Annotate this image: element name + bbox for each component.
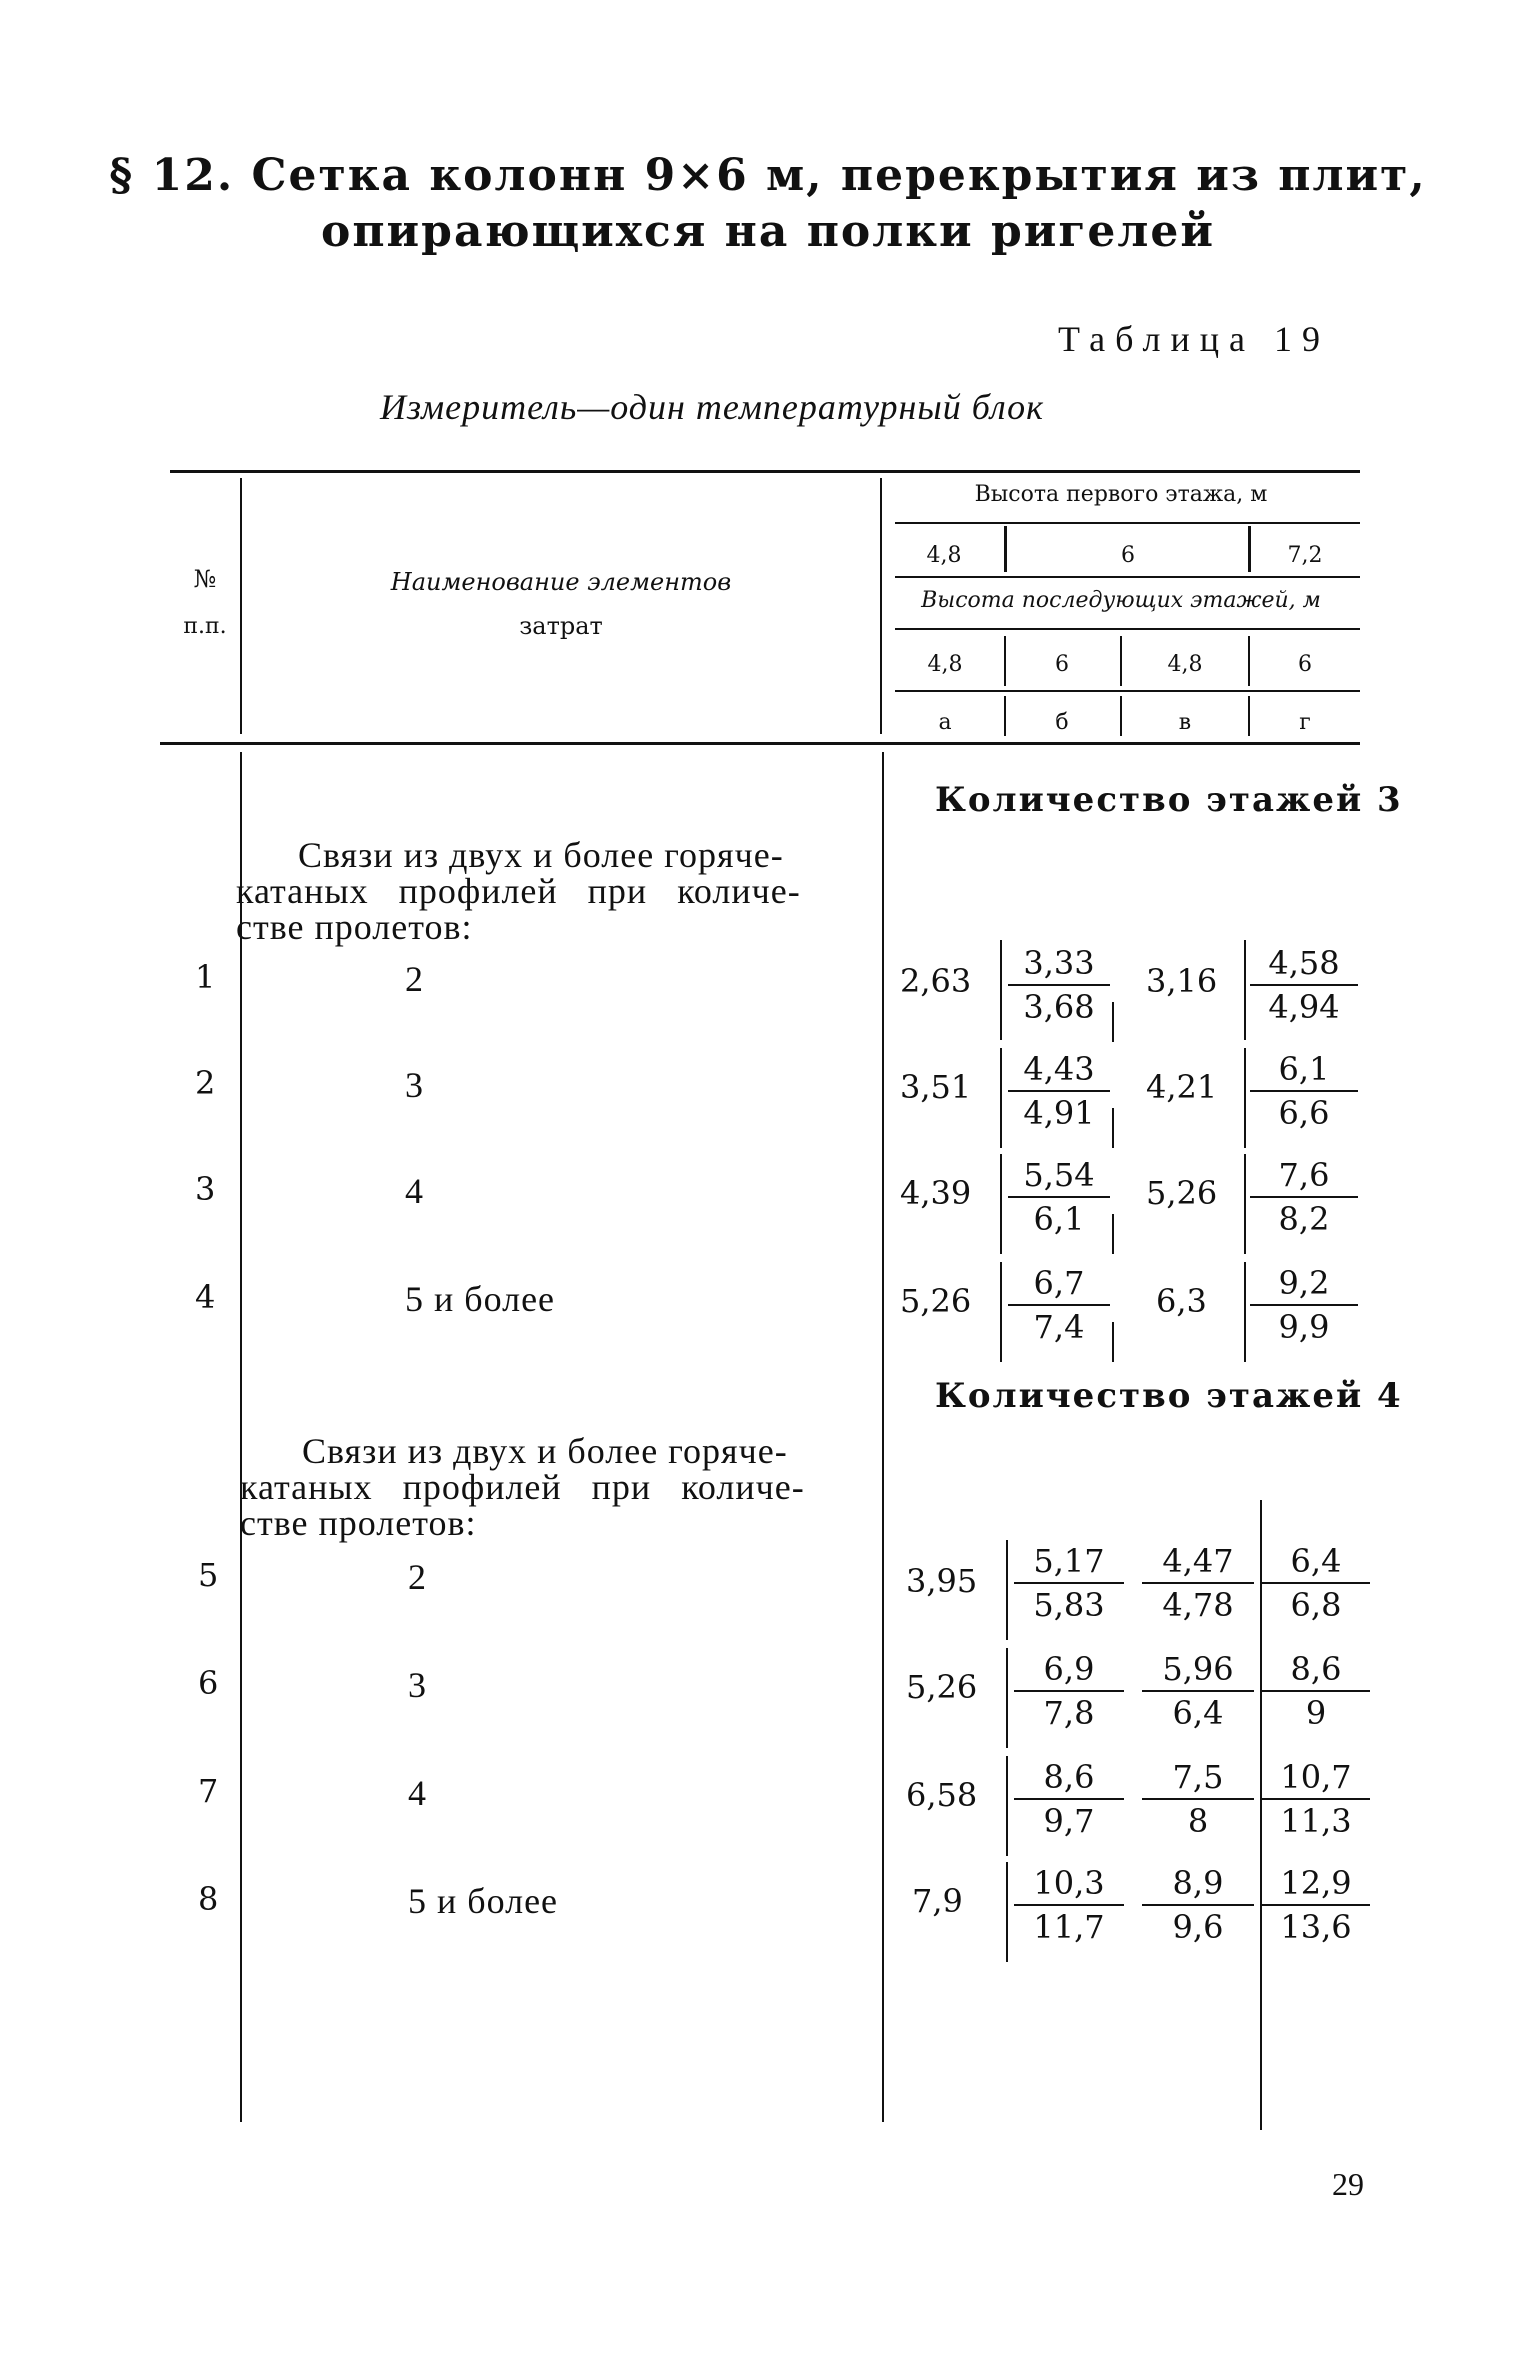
value-bottom: 4,94 (1250, 984, 1358, 1028)
header-rule-1 (895, 522, 1360, 524)
header-next-height-c: 4,8 (1167, 652, 1203, 677)
row-name: 2 (405, 959, 424, 999)
cell-divider (1006, 1862, 1008, 1962)
fraction-d (1250, 1154, 1358, 1240)
value-bottom: 11,3 (1262, 1798, 1370, 1842)
value-top: 6,4 (1290, 1542, 1342, 1580)
cell-divider (1000, 1262, 1002, 1362)
header-divider-no (240, 478, 242, 734)
value-bottom: 9,9 (1250, 1304, 1358, 1348)
value-top: 10,3 (1033, 1864, 1105, 1902)
page-number: 29 (1332, 2166, 1364, 2202)
value-top: 10,7 (1280, 1758, 1352, 1796)
value-bottom: 3,68 (1008, 984, 1110, 1028)
value-c: 5,26 (1146, 1174, 1218, 1212)
fraction-c (1142, 1756, 1254, 1842)
cell-divider (1112, 1322, 1114, 1362)
value-top: 4,47 (1162, 1542, 1234, 1580)
fraction-d (1262, 1756, 1370, 1842)
value-top: 5,54 (1023, 1156, 1095, 1194)
fraction-b (1014, 1540, 1124, 1626)
value-top: 7,5 (1172, 1758, 1224, 1796)
value-bottom: 6,1 (1008, 1196, 1110, 1240)
value-bottom: 9,6 (1142, 1904, 1254, 1948)
fraction-b (1008, 1048, 1110, 1134)
header-name-line2: затрат (519, 612, 603, 640)
row-no: 4 (195, 1278, 216, 1316)
row-name: 5 и более (405, 1279, 556, 1319)
fraction-d (1250, 1048, 1358, 1134)
cell-divider (1112, 1002, 1114, 1042)
value-a: 6,58 (906, 1776, 978, 1814)
value-top: 3,33 (1023, 944, 1095, 982)
fraction-d (1250, 942, 1358, 1028)
value-top: 6,7 (1033, 1264, 1085, 1302)
value-top: 4,58 (1268, 944, 1340, 982)
section1-desc-line3: стве пролетов: (236, 907, 473, 947)
value-top: 9,2 (1278, 1264, 1330, 1302)
header-next-height-d: 6 (1298, 652, 1312, 677)
section1-desc-line1: Связи из двух и более горяче- (298, 835, 784, 875)
value-top: 12,9 (1280, 1864, 1352, 1902)
section-heading-3-floors: Количество этажей 3 (935, 780, 1403, 820)
cell-divider (1244, 940, 1246, 1040)
header-no-label: п.п. (183, 614, 227, 639)
section-heading-4-floors: Количество этажей 4 (935, 1376, 1403, 1416)
row-name: 5 и более (408, 1881, 559, 1921)
cell-divider (1000, 940, 1002, 1040)
cell-divider (1244, 1262, 1246, 1362)
header-first-height-a: 4,8 (926, 543, 962, 568)
value-bottom: 6,6 (1250, 1090, 1358, 1134)
cell-divider (1112, 1108, 1114, 1148)
value-top: 8,6 (1043, 1758, 1095, 1796)
cell-divider (1000, 1048, 1002, 1148)
row-no: 3 (195, 1170, 216, 1208)
cell-divider (1006, 1648, 1008, 1748)
header-rule-2 (895, 576, 1360, 578)
row-no: 2 (195, 1064, 216, 1102)
header-bottom-rule (160, 742, 1360, 745)
cell-divider (1006, 1540, 1008, 1640)
value-bottom: 4,78 (1142, 1582, 1254, 1626)
cell-divider (1112, 1214, 1114, 1254)
fraction-b (1008, 942, 1110, 1028)
header-rule-3 (895, 628, 1360, 630)
header-next-height-b: 6 (1055, 652, 1069, 677)
value-bottom: 9,7 (1014, 1798, 1124, 1842)
section2-desc-line3: стве пролетов: (240, 1503, 477, 1543)
table-top-rule (170, 470, 1360, 473)
value-a: 5,26 (900, 1282, 972, 1320)
value-bottom: 5,83 (1014, 1582, 1124, 1626)
fraction-c (1142, 1648, 1254, 1734)
table-label: Таблица 19 (1058, 319, 1330, 359)
value-a: 5,26 (906, 1668, 978, 1706)
fraction-d (1262, 1648, 1370, 1734)
value-bottom: 7,8 (1014, 1690, 1124, 1734)
value-bottom: 7,4 (1008, 1304, 1110, 1348)
value-bottom: 11,7 (1014, 1904, 1124, 1948)
header-first-height-c: 7,2 (1287, 543, 1323, 568)
fraction-b (1014, 1862, 1124, 1948)
row-name: 4 (408, 1773, 427, 1813)
value-a: 2,63 (900, 962, 972, 1000)
value-top: 6,9 (1043, 1650, 1095, 1688)
row-no: 8 (198, 1880, 219, 1918)
col-letter-b: б (1055, 710, 1069, 735)
section2-desc-line2: катаных профилей при количе- (240, 1467, 805, 1507)
row-no: 7 (198, 1772, 219, 1810)
fraction-b (1008, 1154, 1110, 1240)
value-bottom: 6,8 (1262, 1582, 1370, 1626)
value-top: 8,9 (1172, 1864, 1224, 1902)
header-next-height-a: 4,8 (927, 652, 963, 677)
value-a: 7,9 (912, 1882, 963, 1920)
value-a: 3,51 (900, 1068, 972, 1106)
section1-desc-line2: катаных профилей при количе- (236, 871, 801, 911)
body-divider-name (882, 752, 884, 2122)
section-title-line2: опирающихся на полки ригелей (320, 206, 1216, 257)
header-first-floor-height: Высота первого этажа, м (974, 482, 1268, 507)
value-bottom: 9 (1262, 1690, 1370, 1734)
col-letter-a: а (938, 710, 952, 735)
row-name: 3 (408, 1665, 427, 1705)
header-no-symbol: № (193, 565, 217, 593)
header-first-height-b: 6 (1121, 543, 1135, 568)
value-bottom: 4,91 (1008, 1090, 1110, 1134)
section-title-line1: § 12. Сетка колонн 9×6 м, перекрытия из плит, (109, 150, 1427, 201)
fraction-c (1142, 1862, 1254, 1948)
value-top: 5,17 (1033, 1542, 1105, 1580)
row-no: 1 (195, 958, 216, 996)
fraction-d (1262, 1540, 1370, 1626)
row-no: 6 (198, 1664, 219, 1702)
value-top: 8,6 (1290, 1650, 1342, 1688)
row-name: 3 (405, 1065, 424, 1105)
row-name: 2 (408, 1557, 427, 1597)
col-letter-d: г (1299, 710, 1311, 735)
value-top: 4,43 (1023, 1050, 1095, 1088)
col-letter-c: в (1178, 710, 1192, 735)
row-no: 5 (198, 1556, 219, 1594)
cell-divider (1000, 1154, 1002, 1254)
value-top: 6,1 (1278, 1050, 1330, 1088)
cell-divider (1006, 1756, 1008, 1856)
cell-divider (1244, 1154, 1246, 1254)
value-c: 6,3 (1156, 1282, 1207, 1320)
value-bottom: 6,4 (1142, 1690, 1254, 1734)
body-divider-no (240, 752, 242, 2122)
row-name: 4 (405, 1171, 424, 1211)
cell-divider (1244, 1048, 1246, 1148)
section2-desc-line1: Связи из двух и более горяче- (302, 1431, 788, 1471)
value-c: 3,16 (1146, 962, 1218, 1000)
header-name-line1: Наименование элементов (390, 568, 732, 596)
value-a: 3,95 (906, 1562, 978, 1600)
value-top: 5,96 (1162, 1650, 1234, 1688)
value-top: 7,6 (1278, 1156, 1330, 1194)
value-bottom: 13,6 (1262, 1904, 1370, 1948)
fraction-d (1262, 1862, 1370, 1948)
fraction-b (1014, 1648, 1124, 1734)
fraction-c (1142, 1540, 1254, 1626)
value-c: 4,21 (1146, 1068, 1218, 1106)
measure-unit: Измеритель—один температурный блок (380, 387, 1044, 427)
value-bottom: 8,2 (1250, 1196, 1358, 1240)
header-next-floor-height: Высота последующих этажей, м (921, 588, 1321, 613)
fraction-b (1014, 1756, 1124, 1842)
fraction-d (1250, 1262, 1358, 1348)
fraction-b (1008, 1262, 1110, 1348)
header-rule-4 (895, 690, 1360, 692)
value-a: 4,39 (900, 1174, 972, 1212)
value-bottom: 8 (1142, 1798, 1254, 1842)
